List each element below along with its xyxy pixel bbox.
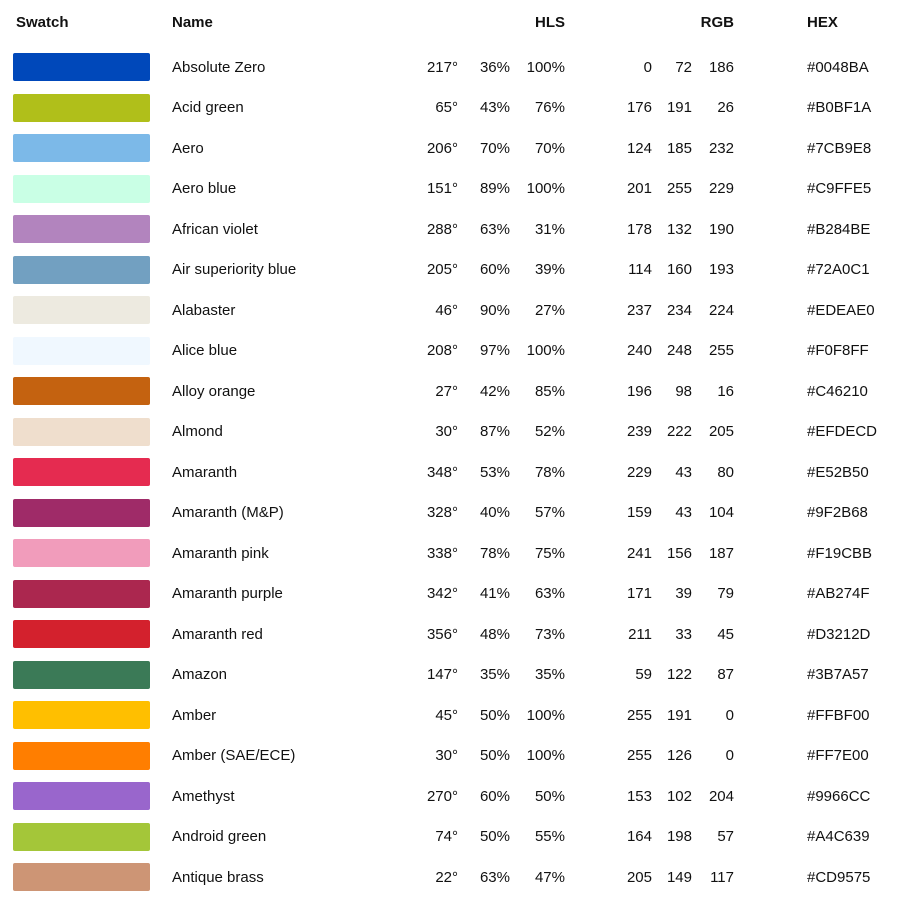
color-name: Amaranth (M&P)	[172, 504, 284, 522]
hue-value: 46°	[435, 301, 458, 319]
color-swatch	[13, 782, 150, 810]
rgb-red-value: 178	[626, 220, 652, 238]
color-swatch	[13, 580, 150, 608]
hls-second-value: 43%	[479, 99, 510, 117]
table-row	[13, 331, 900, 372]
color-name: Almond	[172, 423, 223, 441]
hue-value: 356°	[426, 625, 458, 643]
hex-value: #CD9575	[807, 868, 871, 886]
color-name: Amazon	[172, 666, 228, 684]
color-swatch	[13, 823, 150, 851]
hls-second-value: 60%	[479, 261, 510, 279]
rgb-blue-value: 186	[708, 58, 734, 76]
rgb-green-value: 98	[675, 382, 692, 400]
rgb-green-value: 248	[666, 342, 692, 360]
rgb-green-value: 72	[675, 58, 692, 76]
color-name: Amaranth pink	[172, 544, 269, 562]
hue-value: 270°	[426, 787, 458, 805]
rgb-blue-value: 187	[708, 544, 734, 562]
color-swatch	[13, 742, 150, 770]
hue-value: 338°	[426, 544, 458, 562]
hls-third-value: 100%	[526, 342, 565, 360]
hls-third-value: 63%	[534, 585, 565, 603]
color-name: Amaranth purple	[172, 585, 283, 603]
table-row	[13, 452, 900, 493]
hex-value: #F0F8FF	[807, 342, 869, 360]
hls-third-value: 100%	[526, 180, 565, 198]
table-row	[13, 250, 900, 291]
hls-second-value: 60%	[479, 787, 510, 805]
hls-third-value: 76%	[534, 99, 565, 117]
hue-value: 147°	[426, 666, 458, 684]
column-header-swatch: Swatch	[16, 14, 69, 31]
hex-value: #D3212D	[807, 625, 871, 643]
table-row	[13, 817, 900, 858]
hue-value: 208°	[426, 342, 458, 360]
table-row	[13, 695, 900, 736]
hue-value: 45°	[435, 706, 458, 724]
hex-value: #F19CBB	[807, 544, 873, 562]
rgb-red-value: 176	[626, 99, 652, 117]
rgb-red-value: 229	[626, 463, 652, 481]
hls-third-value: 73%	[534, 625, 565, 643]
hls-second-value: 42%	[479, 382, 510, 400]
color-swatch	[13, 175, 150, 203]
hue-value: 22°	[435, 868, 458, 886]
table-row	[13, 655, 900, 696]
rgb-red-value: 241	[626, 544, 652, 562]
hls-second-value: 89%	[479, 180, 510, 198]
color-name: African violet	[172, 220, 258, 238]
hue-value: 206°	[426, 139, 458, 157]
rgb-red-value: 0	[643, 58, 652, 76]
hls-second-value: 78%	[479, 544, 510, 562]
rgb-green-value: 33	[675, 625, 692, 643]
rgb-green-value: 234	[666, 301, 692, 319]
hls-third-value: 100%	[526, 58, 565, 76]
color-name: Alice blue	[172, 342, 238, 360]
hls-second-value: 50%	[479, 828, 510, 846]
hex-value: #FFBF00	[807, 706, 870, 724]
color-name: Antique brass	[172, 868, 264, 886]
hls-third-value: 39%	[534, 261, 565, 279]
hls-second-value: 50%	[479, 747, 510, 765]
rgb-blue-value: 117	[710, 868, 734, 886]
rgb-red-value: 59	[635, 666, 652, 684]
hue-value: 65°	[435, 99, 458, 117]
hue-value: 30°	[435, 747, 458, 765]
table-row	[13, 290, 900, 331]
column-header-hex: HEX	[807, 14, 838, 31]
rgb-green-value: 43	[675, 463, 692, 481]
hex-value: #EDEAE0	[807, 301, 875, 319]
color-swatch	[13, 620, 150, 648]
hls-second-value: 90%	[479, 301, 510, 319]
hls-third-value: 70%	[534, 139, 565, 157]
rgb-green-value: 102	[666, 787, 692, 805]
hue-value: 217°	[426, 58, 458, 76]
rgb-green-value: 149	[666, 868, 692, 886]
color-swatch	[13, 418, 150, 446]
hue-value: 288°	[426, 220, 458, 238]
rgb-green-value: 43	[675, 504, 692, 522]
hls-second-value: 97%	[479, 342, 510, 360]
hue-value: 348°	[426, 463, 458, 481]
hex-value: #9966CC	[807, 787, 871, 805]
table-row	[13, 493, 900, 534]
color-name: Air superiority blue	[172, 261, 297, 279]
rgb-blue-value: 0	[725, 747, 734, 765]
color-name: Amethyst	[172, 787, 235, 805]
hex-value: #3B7A57	[807, 666, 869, 684]
rgb-blue-value: 80	[717, 463, 734, 481]
rgb-red-value: 124	[626, 139, 652, 157]
hex-value: #FF7E00	[807, 747, 869, 765]
color-swatch	[13, 53, 150, 81]
color-name: Android green	[172, 828, 267, 846]
rgb-blue-value: 0	[725, 706, 734, 724]
color-swatch	[13, 337, 150, 365]
table-row	[13, 412, 900, 453]
color-swatch	[13, 134, 150, 162]
hls-third-value: 100%	[526, 747, 565, 765]
color-swatch	[13, 863, 150, 891]
hex-value: #C9FFE5	[807, 180, 872, 198]
rgb-red-value: 240	[626, 342, 652, 360]
table-row	[13, 128, 900, 169]
hls-third-value: 55%	[534, 828, 565, 846]
rgb-blue-value: 193	[708, 261, 734, 279]
rgb-blue-value: 224	[708, 301, 734, 319]
hls-second-value: 63%	[479, 220, 510, 238]
hex-value: #7CB9E8	[807, 139, 872, 157]
table-row	[13, 857, 900, 898]
hls-third-value: 52%	[534, 423, 565, 441]
rgb-red-value: 164	[626, 828, 652, 846]
rgb-blue-value: 57	[717, 828, 734, 846]
hue-value: 30°	[435, 423, 458, 441]
color-swatch	[13, 661, 150, 689]
color-name: Amaranth red	[172, 625, 263, 643]
rgb-blue-value: 190	[708, 220, 734, 238]
table-row	[13, 47, 900, 88]
hex-value: #C46210	[807, 382, 868, 400]
hex-value: #B284BE	[807, 220, 871, 238]
table-row	[13, 533, 900, 574]
rgb-red-value: 201	[626, 180, 652, 198]
hue-value: 27°	[435, 382, 458, 400]
hue-value: 74°	[435, 828, 458, 846]
rgb-green-value: 191	[666, 99, 692, 117]
rgb-green-value: 39	[675, 585, 692, 603]
color-swatch	[13, 215, 150, 243]
rgb-green-value: 122	[666, 666, 692, 684]
rgb-blue-value: 45	[717, 625, 734, 643]
hls-third-value: 85%	[534, 382, 565, 400]
color-name: Alloy orange	[172, 382, 256, 400]
color-name: Aero	[172, 139, 204, 157]
column-header-rgb: RGB	[700, 14, 734, 31]
hex-value: #EFDECD	[807, 423, 878, 441]
color-name: Alabaster	[172, 301, 236, 319]
rgb-green-value: 191	[666, 706, 692, 724]
hue-value: 342°	[426, 585, 458, 603]
table-row	[13, 371, 900, 412]
color-swatch	[13, 377, 150, 405]
rgb-blue-value: 255	[708, 342, 734, 360]
color-name: Amber	[172, 706, 217, 724]
color-swatch	[13, 256, 150, 284]
rgb-red-value: 205	[626, 868, 652, 886]
hls-second-value: 53%	[479, 463, 510, 481]
table-row	[13, 776, 900, 817]
table-row	[13, 209, 900, 250]
rgb-red-value: 159	[626, 504, 652, 522]
color-name: Amaranth	[172, 463, 238, 481]
table-header	[13, 14, 900, 47]
hex-value: #0048BA	[807, 58, 869, 76]
table-row	[13, 169, 900, 210]
hue-value: 151°	[426, 180, 458, 198]
color-swatch	[13, 499, 150, 527]
table-row	[13, 88, 900, 129]
hls-third-value: 35%	[534, 666, 565, 684]
hls-second-value: 40%	[479, 504, 510, 522]
rgb-green-value: 198	[666, 828, 692, 846]
rgb-blue-value: 79	[717, 585, 734, 603]
rgb-blue-value: 205	[708, 423, 734, 441]
table-row	[13, 574, 900, 615]
hls-third-value: 75%	[534, 544, 565, 562]
rgb-red-value: 153	[626, 787, 652, 805]
rgb-red-value: 255	[626, 706, 652, 724]
hls-third-value: 100%	[526, 706, 565, 724]
hls-second-value: 48%	[479, 625, 510, 643]
hls-second-value: 50%	[479, 706, 510, 724]
color-name: Aero blue	[172, 180, 237, 198]
color-swatch	[13, 94, 150, 122]
hls-third-value: 57%	[534, 504, 565, 522]
rgb-green-value: 156	[666, 544, 692, 562]
rgb-green-value: 255	[666, 180, 692, 198]
hls-third-value: 47%	[534, 868, 565, 886]
hue-value: 328°	[426, 504, 458, 522]
rgb-red-value: 255	[626, 747, 652, 765]
rgb-red-value: 237	[626, 301, 652, 319]
rgb-blue-value: 232	[708, 139, 734, 157]
color-swatch	[13, 296, 150, 324]
hls-second-value: 35%	[479, 666, 510, 684]
color-name: Acid green	[172, 99, 244, 117]
hex-value: #B0BF1A	[807, 99, 872, 117]
rgb-red-value: 211	[628, 625, 652, 643]
rgb-blue-value: 26	[717, 99, 734, 117]
rgb-green-value: 132	[666, 220, 692, 238]
rgb-blue-value: 87	[717, 666, 734, 684]
rgb-green-value: 126	[666, 747, 692, 765]
hls-second-value: 36%	[479, 58, 510, 76]
rgb-blue-value: 229	[708, 180, 734, 198]
hls-third-value: 78%	[534, 463, 565, 481]
hls-second-value: 63%	[479, 868, 510, 886]
column-header-name: Name	[172, 14, 213, 31]
hls-second-value: 70%	[479, 139, 510, 157]
rgb-green-value: 160	[666, 261, 692, 279]
rgb-blue-value: 16	[717, 382, 734, 400]
hls-second-value: 41%	[479, 585, 510, 603]
rgb-blue-value: 204	[708, 787, 734, 805]
color-swatch	[13, 539, 150, 567]
hex-value: #9F2B68	[807, 504, 868, 522]
hls-third-value: 50%	[534, 787, 565, 805]
hex-value: #72A0C1	[807, 261, 870, 279]
hls-second-value: 87%	[479, 423, 510, 441]
hls-third-value: 31%	[534, 220, 565, 238]
rgb-blue-value: 104	[708, 504, 734, 522]
color-name: Absolute Zero	[172, 58, 266, 76]
color-swatch	[13, 458, 150, 486]
hls-third-value: 27%	[534, 301, 565, 319]
hue-value: 205°	[426, 261, 458, 279]
rgb-green-value: 222	[666, 423, 692, 441]
column-header-hls: HLS	[535, 14, 565, 31]
color-name: Amber (SAE/ECE)	[172, 747, 296, 765]
hex-value: #AB274F	[807, 585, 870, 603]
rgb-red-value: 239	[626, 423, 652, 441]
rgb-red-value: 196	[626, 382, 652, 400]
color-swatch	[13, 701, 150, 729]
rgb-red-value: 171	[626, 585, 652, 603]
hex-value: #E52B50	[807, 463, 869, 481]
table-row	[13, 614, 900, 655]
table-body	[13, 47, 900, 898]
rgb-green-value: 185	[666, 139, 692, 157]
hex-value: #A4C639	[807, 828, 870, 846]
rgb-red-value: 114	[628, 261, 652, 279]
table-row	[13, 736, 900, 777]
